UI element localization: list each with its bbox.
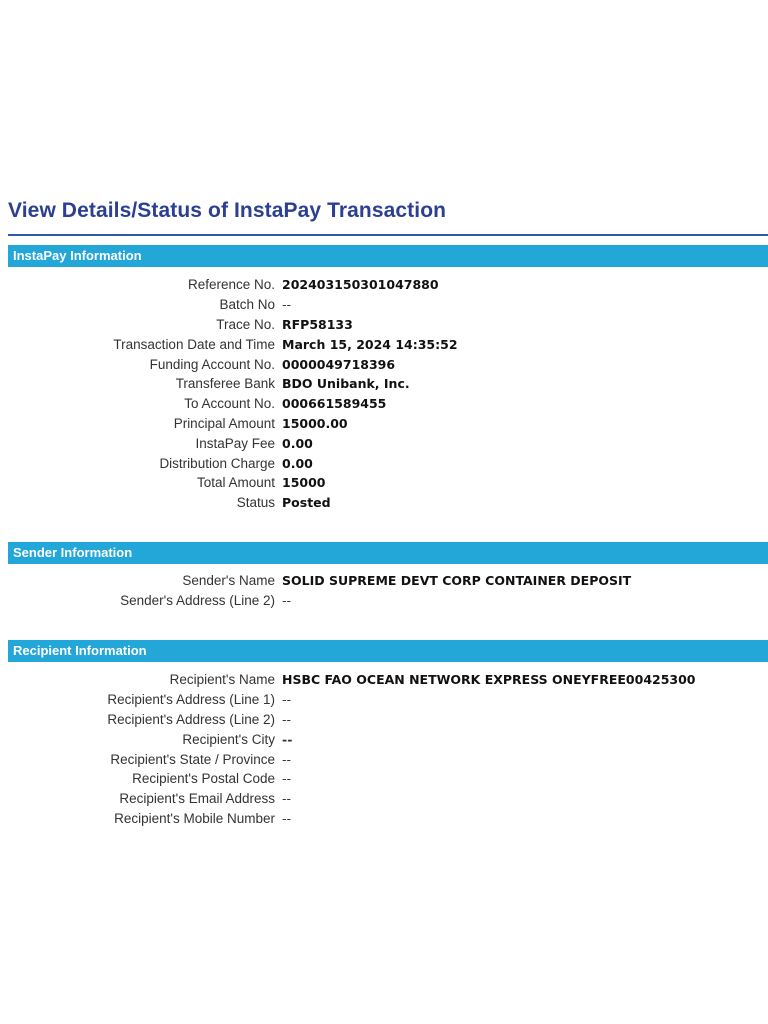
label-reference-no: Reference No. bbox=[187, 277, 275, 293]
detail-row-recipient-postal-code bbox=[0, 769, 768, 789]
detail-row-reference-no bbox=[0, 275, 768, 295]
label-recipient-name: Recipient's Name bbox=[169, 672, 275, 688]
value-transferee-bank: BDO Unibank, Inc. bbox=[282, 376, 410, 392]
label-recipient-address-line1: Recipient's Address (Line 1) bbox=[107, 692, 275, 708]
detail-row-recipient-city bbox=[0, 729, 768, 749]
label-principal-amount: Principal Amount bbox=[173, 415, 275, 431]
detail-row-transferee-bank bbox=[0, 374, 768, 394]
value-funding-account: 0000049718396 bbox=[282, 356, 396, 372]
label-recipient-city: Recipient's City bbox=[182, 731, 275, 747]
value-instapay-fee: 0.00 bbox=[282, 435, 313, 451]
value-status: Posted bbox=[282, 495, 331, 511]
value-recipient-city: -- bbox=[282, 731, 293, 747]
value-sender-address-line2: -- bbox=[282, 593, 292, 609]
detail-row-status bbox=[0, 493, 768, 513]
label-sender-address-line2: Sender's Address (Line 2) bbox=[120, 593, 275, 609]
detail-row-transaction-datetime bbox=[0, 334, 768, 354]
value-principal-amount: 15000.00 bbox=[282, 415, 348, 431]
value-recipient-state: -- bbox=[282, 751, 292, 767]
label-batch-no: Batch No bbox=[219, 297, 275, 313]
label-to-account: To Account No. bbox=[184, 396, 275, 412]
detail-row-total-amount bbox=[0, 473, 768, 493]
section-header-sender: Sender Information bbox=[8, 542, 768, 564]
label-recipient-mobile: Recipient's Mobile Number bbox=[114, 810, 275, 826]
detail-row-to-account bbox=[0, 394, 768, 414]
detail-row-recipient-email bbox=[0, 789, 768, 809]
detail-row-recipient-address-line1 bbox=[0, 690, 768, 710]
value-sender-name: SOLID SUPREME DEVT CORP CONTAINER DEPOSIT bbox=[282, 573, 632, 589]
value-to-account: 000661589455 bbox=[282, 396, 387, 412]
value-recipient-email: -- bbox=[282, 791, 292, 807]
value-distribution-charge: 0.00 bbox=[282, 455, 313, 471]
label-transferee-bank: Transferee Bank bbox=[175, 376, 275, 392]
detail-row-principal-amount bbox=[0, 414, 768, 434]
label-sender-name: Sender's Name bbox=[182, 573, 275, 589]
instapay-details bbox=[0, 275, 768, 513]
recipient-details bbox=[0, 670, 768, 828]
sender-details bbox=[0, 571, 768, 611]
value-recipient-postal-code: -- bbox=[282, 771, 292, 787]
value-total-amount: 15000 bbox=[282, 475, 326, 491]
label-trace-no: Trace No. bbox=[216, 316, 275, 332]
detail-row-distribution-charge bbox=[0, 453, 768, 473]
value-trace-no: RFP58133 bbox=[282, 316, 353, 332]
label-recipient-state: Recipient's State / Province bbox=[110, 751, 275, 767]
detail-row-recipient-state bbox=[0, 749, 768, 769]
value-reference-no: 202403150301047880 bbox=[282, 277, 439, 293]
label-funding-account: Funding Account No. bbox=[149, 356, 275, 372]
value-recipient-name: HSBC FAO OCEAN NETWORK EXPRESS ONEYFREE00425300 bbox=[282, 672, 696, 688]
value-batch-no: -- bbox=[282, 297, 292, 313]
value-transaction-datetime: March 15, 2024 14:35:52 bbox=[282, 336, 458, 352]
page-title: View Details/Status of InstaPay Transaction bbox=[8, 199, 447, 222]
section-header-instapay: InstaPay Information bbox=[8, 245, 768, 267]
label-recipient-address-line2: Recipient's Address (Line 2) bbox=[107, 711, 275, 727]
detail-row-funding-account bbox=[0, 354, 768, 374]
label-total-amount: Total Amount bbox=[196, 475, 275, 491]
value-recipient-address-line1: -- bbox=[282, 692, 292, 708]
detail-row-sender-name bbox=[0, 571, 768, 591]
detail-row-sender-address-line2 bbox=[0, 591, 768, 611]
detail-row-trace-no bbox=[0, 315, 768, 335]
value-recipient-address-line2: -- bbox=[282, 711, 292, 727]
value-recipient-mobile: -- bbox=[282, 810, 292, 826]
label-instapay-fee: InstaPay Fee bbox=[195, 435, 275, 451]
detail-row-recipient-mobile bbox=[0, 809, 768, 829]
detail-row-batch-no bbox=[0, 295, 768, 315]
detail-row-instapay-fee bbox=[0, 433, 768, 453]
label-recipient-postal-code: Recipient's Postal Code bbox=[132, 771, 275, 787]
title-divider bbox=[8, 234, 768, 236]
section-header-recipient: Recipient Information bbox=[8, 640, 768, 662]
label-status: Status bbox=[236, 495, 275, 511]
detail-row-recipient-name bbox=[0, 670, 768, 690]
detail-row-recipient-address-line2 bbox=[0, 710, 768, 730]
label-distribution-charge: Distribution Charge bbox=[159, 455, 275, 471]
label-recipient-email: Recipient's Email Address bbox=[119, 791, 275, 807]
label-transaction-datetime: Transaction Date and Time bbox=[113, 336, 275, 352]
